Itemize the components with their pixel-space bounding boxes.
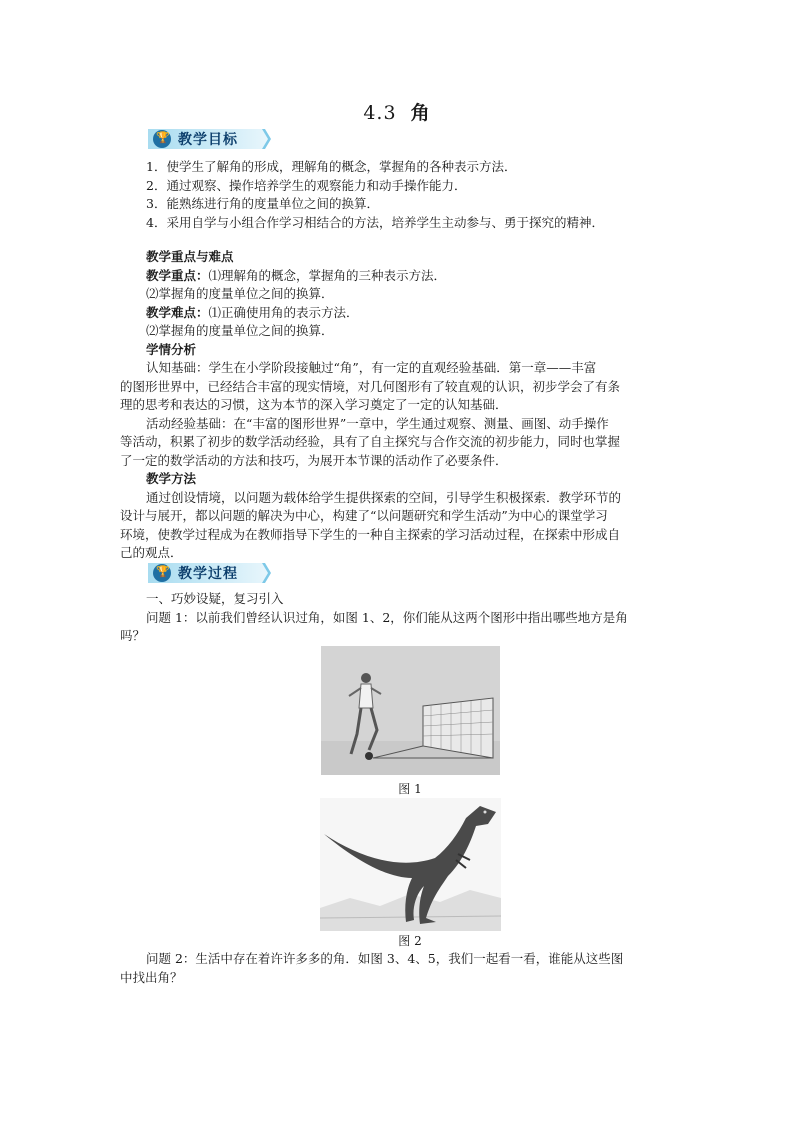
section-banner-goals (148, 127, 270, 149)
analysis-line: 的图形世界中，已经结合丰富的现实情境，对几何图形有了较直观的认识，初步学会了有条 (120, 378, 621, 394)
title-number: 4.3 (363, 102, 397, 124)
trophy-icon: 🏆 (156, 565, 170, 578)
difficulty-label: 教学难点： (146, 304, 209, 320)
process-intro (120, 590, 680, 646)
figure-2-caption: 图 2 (398, 934, 422, 948)
title-char: 角 (410, 102, 431, 124)
methods-line: 通过创设情境，以问题为载体给学生提供探索的空间，引导学生积极探索．教学环节的 (146, 489, 622, 505)
focus-item: ⑵掌握角的度量单位之间的换算． (146, 286, 334, 301)
process-step: 一、巧妙设疑，复习引入 (146, 591, 284, 606)
figure-1-image (321, 646, 500, 775)
question-line: 吗？ (120, 628, 146, 643)
focus-item: ⑴理解角的概念，掌握角的三种表示方法． (208, 267, 447, 283)
analysis-heading: 学情分析 (146, 341, 197, 357)
figure-1-caption: 图 1 (398, 782, 422, 796)
goals-list (120, 158, 680, 232)
goal-item: 1．使学生了解角的形成，理解角的概念，掌握角的各种表示方法． (146, 159, 517, 174)
banner-process-label: 教学过程 (178, 566, 238, 582)
goal-item: 2．通过观察、操作培养学生的观察能力和动手操作能力． (146, 177, 467, 193)
analysis-line: 认知基础：学生在小学阶段接触过“角”，有一定的直观经验基础．第一章——丰富 (146, 360, 597, 375)
question-line: 中找出角？ (120, 969, 183, 985)
analysis-line: 等活动，积累了初步的数学活动经验，具有了自主探究与合作交流的初步能力，同时也掌握 (120, 434, 621, 449)
banner-goals-label: 教学目标 (178, 132, 238, 148)
analysis-line: 活动经验基础：在“丰富的图形世界”一章中，学生通过观察、测量、画图、动手操作 (146, 415, 609, 431)
question-line: 问题 2：生活中存在着许许多多的角．如图 3、4、5，我们一起看一看，谁能从这些图 (146, 951, 624, 966)
keypoints-heading: 教学重点与难点 (146, 249, 234, 264)
analysis-line: 理的思考和表达的习惯，这为本节的深入学习奠定了一定的认知基础． (120, 397, 508, 412)
question-line: 问题 1：以前我们曾经认识过角，如图 1、2，你们能从这两个图形中指出哪些地方是角 (146, 609, 628, 625)
goal-item: 3．能熟练进行角的度量单位之间的换算． (146, 196, 379, 211)
methods-line: 设计与展开，都以问题的解决为中心，构建了“以问题研究和学生活动”为中心的课堂学习 (120, 508, 608, 523)
analysis-line: 了一定的数学活动的方法和技巧，为展开本节课的活动作了必要条件． (120, 452, 508, 468)
methods-heading: 教学方法 (146, 471, 197, 486)
methods-line: 己的观点． (120, 545, 183, 560)
trophy-icon: 🏆 (156, 131, 170, 144)
section-banner-process (148, 561, 270, 583)
difficulty-item: ⑴正确使用角的表示方法． (208, 304, 359, 320)
methods-line: 环境，使教学过程成为在教师指导下学生的一种自主探索的学习活动过程，在探索中形成自 (120, 526, 621, 542)
question-2 (120, 950, 680, 987)
figure-2-image (320, 798, 501, 931)
goal-item: 4．采用自学与小组合作学习相结合的方法，培养学生主动参与、勇于探究的精神． (146, 214, 604, 230)
focus-label: 教学重点： (146, 267, 209, 283)
keypoints-section (120, 248, 680, 563)
difficulty-item: ⑵掌握角的度量单位之间的换算． (146, 323, 334, 338)
page-title (0, 98, 794, 125)
